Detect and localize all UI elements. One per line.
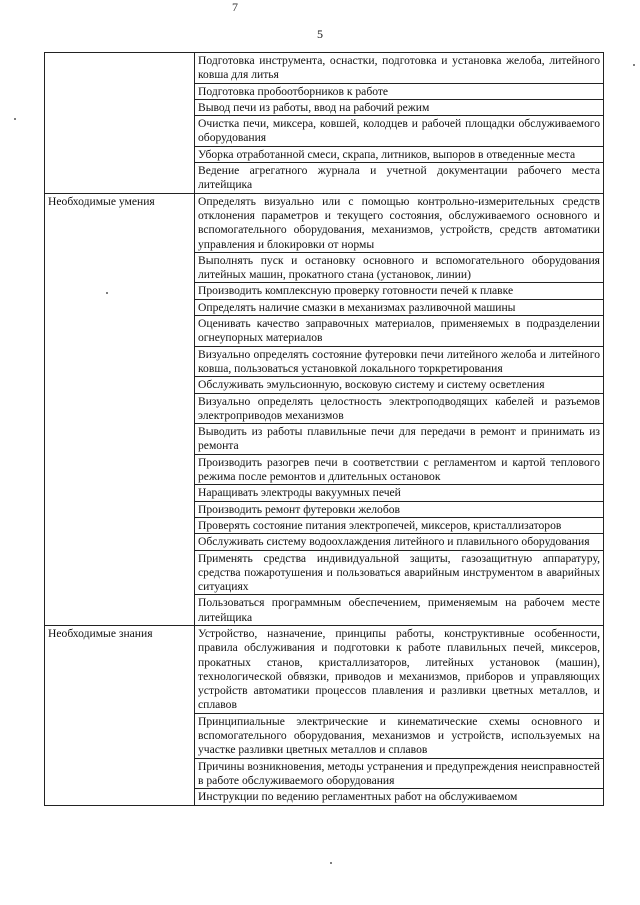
list-item: Определять наличие смазки в механизмах разливочной машины: [195, 299, 604, 315]
list-item: Проверять состояние питания электропечей, миксеров, кристаллизаторов: [195, 517, 604, 533]
list-item: Производить ремонт футеровки желобов: [195, 501, 604, 517]
requirements-table: [44, 52, 604, 806]
list-item: Обслуживать эмульсионную, восковую систему и систему осветления: [195, 377, 604, 393]
list-item: Определять визуально или с помощью контрольно-измерительных средств отклонения параметров и текущего состояния, обслуживаемого основного и вспомогательного оборудования, механизмов, устройств, средств автоматики управления и блокировки от нормы: [195, 193, 604, 252]
list-item: Производить разогрев печи в соответствии с регламентом и картой теплового режима после ремонтов и длительных остановок: [195, 454, 604, 485]
list-item: Инструкции по ведению регламентных работ на обслуживаемом: [195, 789, 604, 805]
scan-speck: [330, 862, 332, 864]
list-item: Принципиальные электрические и кинематические схемы основного и вспомогательного оборудования, механизмов и устройств, используемых на участке разливки цветных металлов и сплавов: [195, 713, 604, 758]
table-row: [45, 193, 604, 252]
list-item: Визуально определять состояние футеровки печи литейного желоба и литейного ковша, пользоваться установкой локального торкретирования: [195, 346, 604, 377]
list-item: Производить комплексную проверку готовности печей к плавке: [195, 283, 604, 299]
list-item: Очистка печи, миксера, ковшей, колодцев и рабочей площадки обслуживаемого оборудования: [195, 116, 604, 147]
list-item: Визуально определять целостность электроподводящих кабелей и разъемов электроприводов механизмов: [195, 393, 604, 424]
section-label: Необходимые знания: [45, 625, 195, 805]
list-item: Уборка отработанной смеси, скрапа, литников, выпоров в отведенные места: [195, 146, 604, 162]
list-item: Выводить из работы плавильные печи для передачи в ремонт и принимать из ремонта: [195, 424, 604, 455]
scan-speck: [633, 64, 635, 66]
table-row: [45, 53, 604, 84]
list-item: Пользоваться программным обеспечением, применяемым на рабочем месте литейщика: [195, 595, 604, 626]
list-item: Обслуживать систему водоохлаждения литейного и плавильного оборудования: [195, 534, 604, 550]
list-item: Оценивать качество заправочных материалов, применяемых в подразделении огнеупорных материалов: [195, 316, 604, 347]
list-item: Причины возникновения, методы устранения и предупреждения неисправностей в работе обслуживаемого оборудования: [195, 758, 604, 789]
list-item: Ведение агрегатного журнала и учетной документации рабочего места литейщика: [195, 163, 604, 194]
list-item: Вывод печи из работы, ввод на рабочий режим: [195, 99, 604, 115]
page-number: 5: [317, 27, 323, 41]
list-item: Подготовка пробоотборников к работе: [195, 83, 604, 99]
scan-mark: 7: [232, 0, 238, 14]
section-label: [45, 53, 195, 194]
scan-speck: [14, 118, 16, 120]
list-item: Подготовка инструмента, оснастки, подготовка и установка желоба, литейного ковша для литья: [195, 53, 604, 84]
list-item: Наращивать электроды вакуумных печей: [195, 485, 604, 501]
list-item: Устройство, назначение, принципы работы, конструктивные особенности, правила обслуживания и подготовки к работе плавильных печей, миксеров, прокатных станов, кристаллизаторов, литейных установок (машин), технологической обвязки, приводов и механизмов, приборов и управляющих устройств автоматики процессов плавления и разливки цветных металлов, и сплавов: [195, 625, 604, 713]
section-label: Необходимые умения: [45, 193, 195, 625]
table-row: [45, 625, 604, 713]
list-item: Выполнять пуск и остановку основного и вспомогательного оборудования литейных машин, прокатного стана (установок, линии): [195, 252, 604, 283]
list-item: Применять средства индивидуальной защиты, газозащитную аппаратуру, средства пожаротушения и пользоваться аварийным инструментом в аварийных ситуациях: [195, 550, 604, 595]
